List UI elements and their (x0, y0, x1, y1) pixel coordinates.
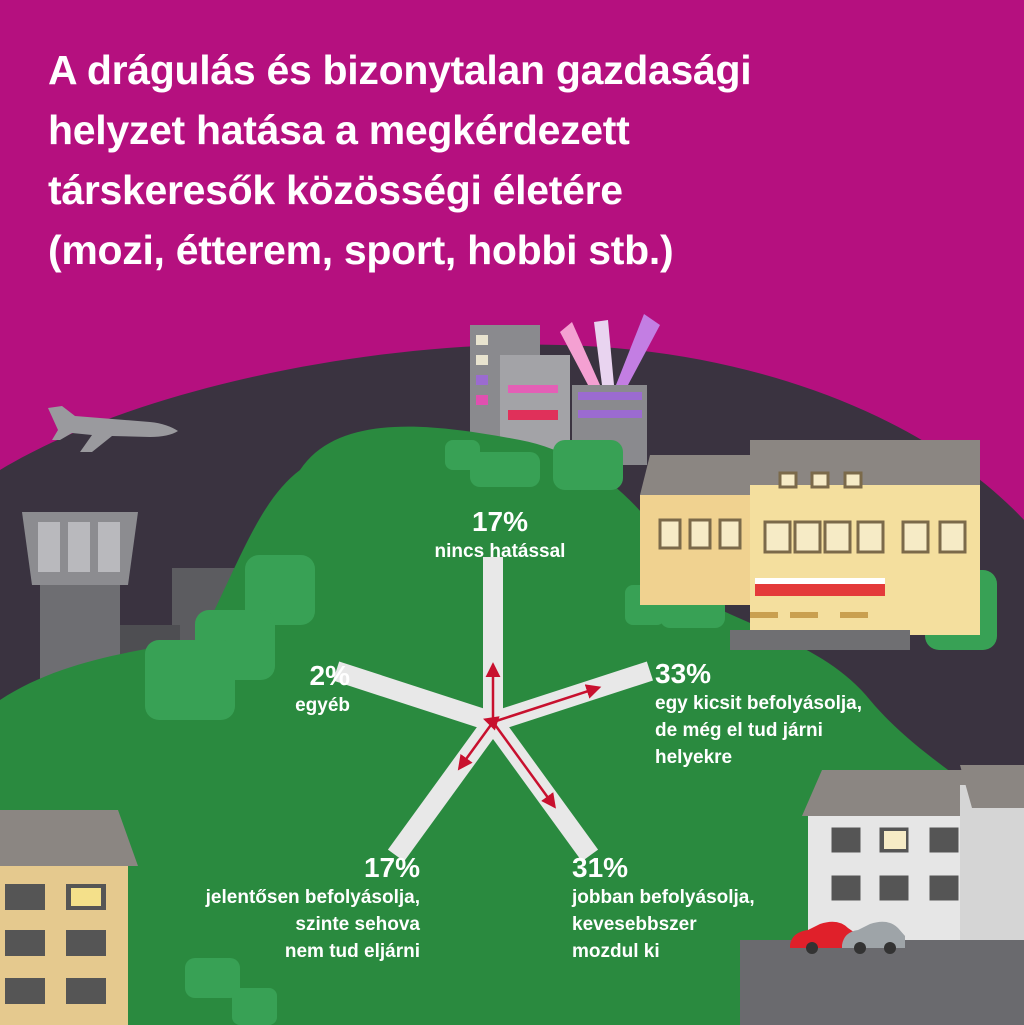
percentage-value: 17% (471, 506, 529, 537)
title-line: (mozi, étterem, sport, hobbi stb.) (48, 227, 674, 273)
category-text: egy kicsit befolyásolja, (655, 693, 862, 714)
category-text: nem tud eljárni (284, 941, 420, 962)
page-title (48, 40, 988, 280)
category-label (572, 852, 832, 965)
category-text: mozdul ki (572, 941, 660, 962)
title-line: A drágulás és bizonytalan gazdasági (48, 47, 752, 93)
title-line: helyzet hatása a megkérdezett (48, 107, 630, 153)
category-text: nincs hatással (434, 541, 566, 562)
category-text: de még el tud járni (655, 720, 823, 741)
category-label (230, 660, 350, 719)
category-text: jelentősen befolyásolja, (205, 887, 420, 908)
house-left-icon (0, 810, 138, 1025)
percentage-value: 2% (309, 660, 350, 691)
category-label (120, 852, 420, 965)
category-text: szinte sehova (295, 914, 420, 935)
percentage-value: 33% (655, 658, 712, 689)
category-text: kevesebbszer (572, 914, 697, 935)
category-label (655, 658, 955, 771)
title-line: társkeresők közösségi életére (48, 167, 623, 213)
percentage-value: 31% (572, 852, 629, 883)
category-text: helyekre (655, 747, 733, 768)
percentage-value: 17% (363, 852, 420, 883)
category-text: jobban befolyásolja, (572, 887, 755, 908)
category-text: egyéb (295, 695, 350, 716)
category-label (380, 506, 620, 565)
